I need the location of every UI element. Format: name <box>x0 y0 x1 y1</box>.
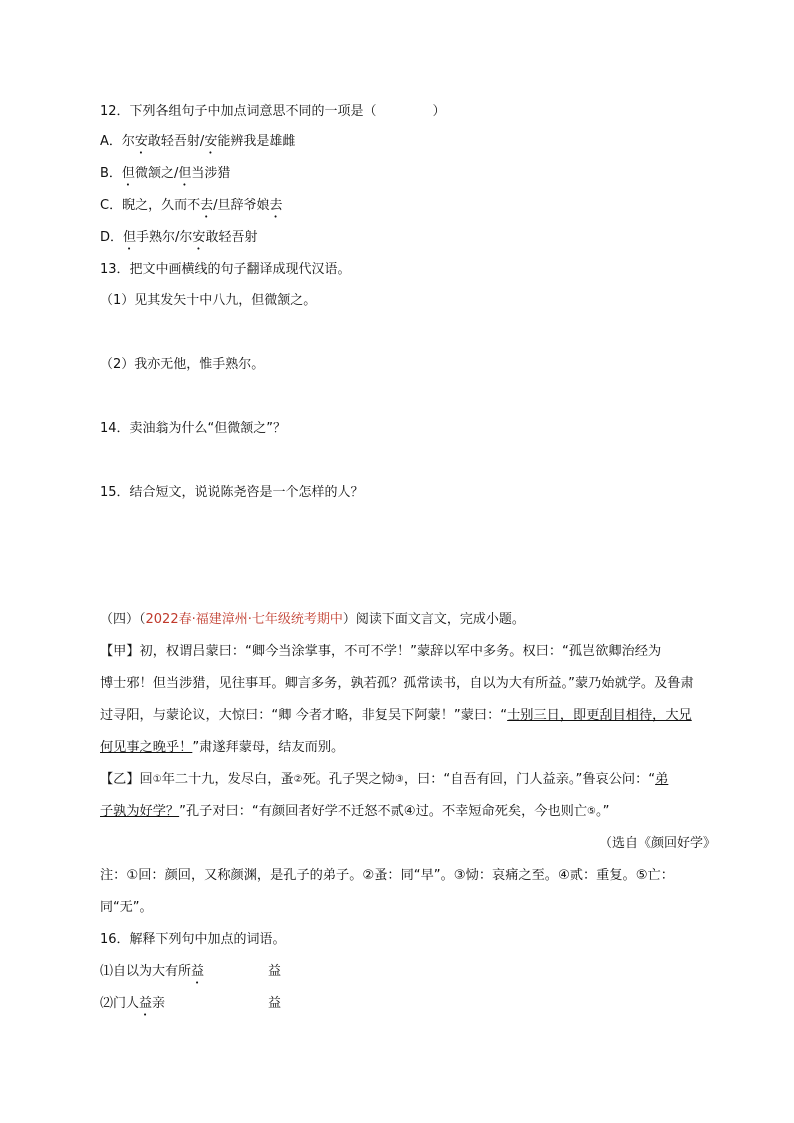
opt-text: 能辨我是雄雌 <box>217 134 296 149</box>
opt-text: 手熟尔/尔 <box>136 230 193 245</box>
opt-text: /旦辞爷娘 <box>213 198 270 213</box>
opt-text: B． <box>100 166 122 181</box>
underlined-sentence: 弟 <box>655 772 669 787</box>
opt-text: 敢轻吾射/ <box>147 134 205 149</box>
q13-sentence-2: （2）我亦无他，惟手熟尔。 <box>100 357 265 372</box>
yi-line-2 <box>100 802 609 822</box>
section-4-heading <box>100 610 525 630</box>
dotted-word: 安 <box>134 134 148 149</box>
q16-item-1-word[interactable]: 益 <box>268 964 282 979</box>
dotted-word: 安 <box>204 134 218 149</box>
section-label: （四）（ <box>100 612 146 627</box>
jia-line-4 <box>100 738 344 758</box>
q16-stem: 16．解释下列句中加点的词语。 <box>100 932 286 947</box>
notes-line-2: 同“无”。 <box>100 900 153 915</box>
footnote-marker: ① <box>152 774 162 785</box>
underlined-sentence: 子孰为好学？ <box>100 804 180 819</box>
q13-stem: 13．把文中画横线的句子翻译成现代汉语。 <box>100 262 351 277</box>
yi-text: 死。孔子哭之恸 <box>302 772 395 787</box>
jia-line-2: 博士邪！但当涉猎，见往事耳。卿言多务，孰若孤？孤常读书，自以为大有所益。”蒙乃始就学。及鲁肃 <box>100 676 694 691</box>
q12-option-a <box>100 132 295 157</box>
yi-line-1 <box>100 770 668 790</box>
jia-text: ”肃遂拜蒙母，结友而别。 <box>192 740 345 755</box>
yi-text: 【乙】回 <box>100 772 153 787</box>
item-text: 门人 <box>113 996 140 1011</box>
q15-stem: 15．结合短文，说说陈尧咨是一个怎样的人？ <box>100 485 364 500</box>
q14-stem: 14．卖油翁为什么“但微颔之”？ <box>100 421 287 436</box>
item-number: ⑴ <box>100 964 114 979</box>
item-text: 亲 <box>152 996 166 1011</box>
opt-text: 微颔之/ <box>134 166 179 181</box>
dotted-word: 但 <box>123 230 137 245</box>
dotted-word: 但 <box>121 166 135 181</box>
footnote-marker: ⑤ <box>587 806 597 817</box>
q12-stem-text: 12．下列各组句子中加点词意思不同的一项是（ <box>100 104 377 119</box>
q12-stem-end: ） <box>432 104 446 119</box>
dotted-word: 但 <box>178 166 192 181</box>
section-instruction: ）阅读下面文言文，完成小题。 <box>342 612 525 627</box>
opt-text: D． <box>100 230 124 245</box>
opt-text: C．睨之，久而不 <box>100 198 201 213</box>
underlined-sentence: 士别三日，即更刮目相待，大兄 <box>507 708 692 723</box>
q16-item-2-word[interactable]: 益 <box>268 996 282 1011</box>
q12-stem <box>100 102 446 122</box>
yi-text: ，曰：“自吾有回，门人益亲。”鲁哀公问：“ <box>403 772 656 787</box>
source-tag: 2022春·福建漳州·七年级统考期中 <box>145 612 343 627</box>
item-text: 自以为大有所 <box>113 964 192 979</box>
yi-source: （选自《颜回好学》 <box>598 836 716 851</box>
dotted-word: 安 <box>192 230 206 245</box>
yi-text: 。” <box>596 804 610 819</box>
opt-text: 敢轻吾射 <box>205 230 258 245</box>
q16-item-2 <box>100 994 165 1019</box>
jia-text: 过寻阳，与蒙论议，大惊曰：“卿 今者才略，非复吴下阿蒙！”蒙曰：“ <box>100 708 508 723</box>
q16-item-1 <box>100 962 204 987</box>
jia-line-3 <box>100 706 692 726</box>
dotted-word: 益 <box>139 996 153 1011</box>
q12-option-c <box>100 196 283 221</box>
yi-text: 年二十九，发尽白，蚤 <box>161 772 294 787</box>
q12-option-b <box>100 164 230 189</box>
dotted-word: 去 <box>269 198 283 213</box>
jia-line-1: 【甲】初，权谓吕蒙曰：“卿今当涂掌事，不可不学！”蒙辞以军中多务。权曰：“孤岂欲卿治经为 <box>100 644 662 659</box>
item-number: ⑵ <box>100 996 114 1011</box>
opt-text: A．尔 <box>100 134 135 149</box>
underlined-sentence: 何见事之晚乎！ <box>100 740 193 755</box>
dotted-word: 益 <box>191 964 205 979</box>
footnote-marker: ② <box>293 774 303 785</box>
q12-option-d <box>100 228 257 253</box>
dotted-word: 去 <box>200 198 214 213</box>
q13-sentence-1: （1）见其发矢十中八九，但微颔之。 <box>100 293 317 308</box>
yi-text: ”孔子对曰：“有颜回者好学不迁怒不贰④过。不幸短命死矣，今也则亡 <box>179 804 588 819</box>
opt-text: 当涉猎 <box>191 166 231 181</box>
notes-line-1: 注：①回：颜回，又称颜渊，是孔子的弟子。②蚤：同“早”。③恸：哀痛之至。④贰：重复。⑤亡： <box>100 868 674 883</box>
footnote-marker: ③ <box>394 774 404 785</box>
